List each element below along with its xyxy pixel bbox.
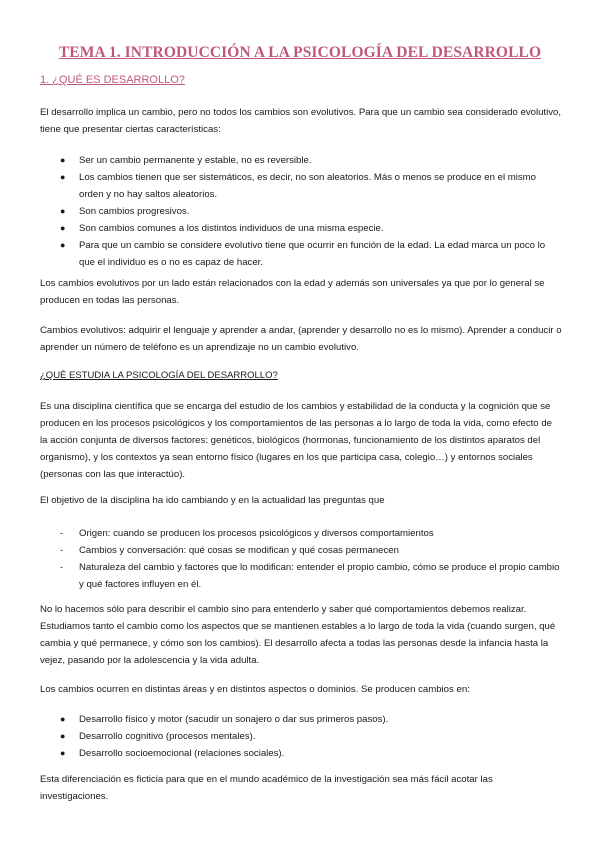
dash-icon: - xyxy=(60,545,63,555)
dash-icon: - xyxy=(60,562,63,572)
list-item xyxy=(40,220,562,237)
universal-paragraph: Los cambios evolutivos por un lado están relacionados con la edad y además son universales ya que por lo general se producen en todas las personas. xyxy=(40,278,545,306)
section-heading-what-is-development: 1. ¿QUÉ ES DESARROLLO? xyxy=(40,74,185,86)
discipline-paragraph: Es una disciplina científica que se encarga del estudio de los cambios y estabilidad de la conducta y la cognición que se producen en los procesos psicológicos y los comportamientos de las personas a lo largo de toda la vida, como efecto de la acción conjunta de diversos factores: genéticos, biológicos (hormonas, funcionamiento de los distintos aparatos del organismo), y los contextos ya sean entorno físico (lugares en los que participa casa, colegio…) y entornos sociales (personas con las que interactúo). xyxy=(40,401,552,480)
document-title: TEMA 1. INTRODUCCIÓN A LA PSICOLOGÍA DEL DESARROLLO xyxy=(58,44,542,61)
list-item-text: Son cambios comunes a los distintos individuos de una misma especie. xyxy=(79,223,384,234)
list-item xyxy=(40,237,562,271)
final-paragraph: Esta diferenciación es ficticia para que en el mundo académico de la investigación sea más fácil acotar las investigaciones. xyxy=(40,774,493,802)
list-item-text: Desarrollo cognitivo (procesos mentales). xyxy=(79,731,256,742)
areas-list xyxy=(40,711,562,762)
list-item xyxy=(40,203,562,220)
bullet-icon: ● xyxy=(60,172,66,182)
list-item xyxy=(40,542,562,559)
bullet-icon: ● xyxy=(60,240,66,250)
list-item xyxy=(40,745,562,762)
bullet-icon: ● xyxy=(60,206,66,216)
list-item-text: Desarrollo socioemocional (relaciones sociales). xyxy=(79,748,285,759)
list-item-text: Los cambios tienen que ser sistemáticos, es decir, no son aleatorios. Más o menos se produce en el mismo orden y no hay saltos aleatorios. xyxy=(79,172,536,200)
bullet-icon: ● xyxy=(60,223,66,233)
intro-paragraph: El desarrollo implica un cambio, pero no todos los cambios son evolutivos. Para que un cambio sea considerado evolutivo, tiene que presentar ciertas características: xyxy=(40,107,562,135)
list-item-text: Origen: cuando se producen los procesos psicológicos y diversos comportamientos xyxy=(79,528,434,539)
bullet-icon: ● xyxy=(60,714,66,724)
list-item xyxy=(40,559,562,593)
characteristics-list xyxy=(40,152,562,271)
list-item-text: Naturaleza del cambio y factores que lo modifican: entender el propio cambio, cómo se produce el propio cambio y qué factores influyen en él. xyxy=(79,562,560,590)
bullet-icon: ● xyxy=(60,155,66,165)
list-item-text: Desarrollo físico y motor (sacudir un sonajero o dar sus primeros pasos). xyxy=(79,714,389,725)
list-item xyxy=(40,525,562,542)
examples-paragraph: Cambios evolutivos: adquirir el lenguaje y aprender a andar, (aprender y desarrollo no es lo mismo). Aprender a conducir o aprender un número de teléfono es un aprendizaje no un cambio evolutivo. xyxy=(40,325,562,353)
bullet-icon: ● xyxy=(60,748,66,758)
list-item-text: Para que un cambio se considere evolutivo tiene que ocurrir en función de la edad. La edad marca un poco lo que el individuo es o no es capaz de hacer. xyxy=(79,240,546,268)
list-item-text: Ser un cambio permanente y estable, no es reversible. xyxy=(79,155,312,166)
list-item xyxy=(40,152,562,169)
areas-paragraph: Los cambios ocurren en distintas áreas y en distintos aspectos o dominios. Se producen cambios en: xyxy=(40,684,470,695)
questions-list xyxy=(40,525,562,593)
list-item xyxy=(40,728,562,745)
dash-icon: - xyxy=(60,528,63,538)
section-heading-what-studies: ¿QUÉ ESTUDIA LA PSICOLOGÍA DEL DESARROLLO? xyxy=(40,370,278,381)
list-item xyxy=(40,711,562,728)
list-item xyxy=(40,169,562,203)
bullet-icon: ● xyxy=(60,731,66,741)
describe-paragraph: No lo hacemos sólo para describir el cambio sino para entenderlo y saber qué comportamientos debemos realizar. Estudiamos tanto el cambio como los aspectos que se mantienen estables a lo largo de toda la vida (cuando surgen, qué cambia y qué permanece, y cómo son los cambios). El desarrollo afecta a todas las personas desde la infancia hasta la vejez, pasando por la adolescencia y la vida adulta. xyxy=(40,604,556,666)
objective-paragraph: El objetivo de la disciplina ha ido cambiando y en la actualidad las preguntas que xyxy=(40,495,385,506)
list-item-text: Cambios y conversación: qué cosas se modifican y qué cosas permanecen xyxy=(79,545,399,556)
list-item-text: Son cambios progresivos. xyxy=(79,206,190,217)
